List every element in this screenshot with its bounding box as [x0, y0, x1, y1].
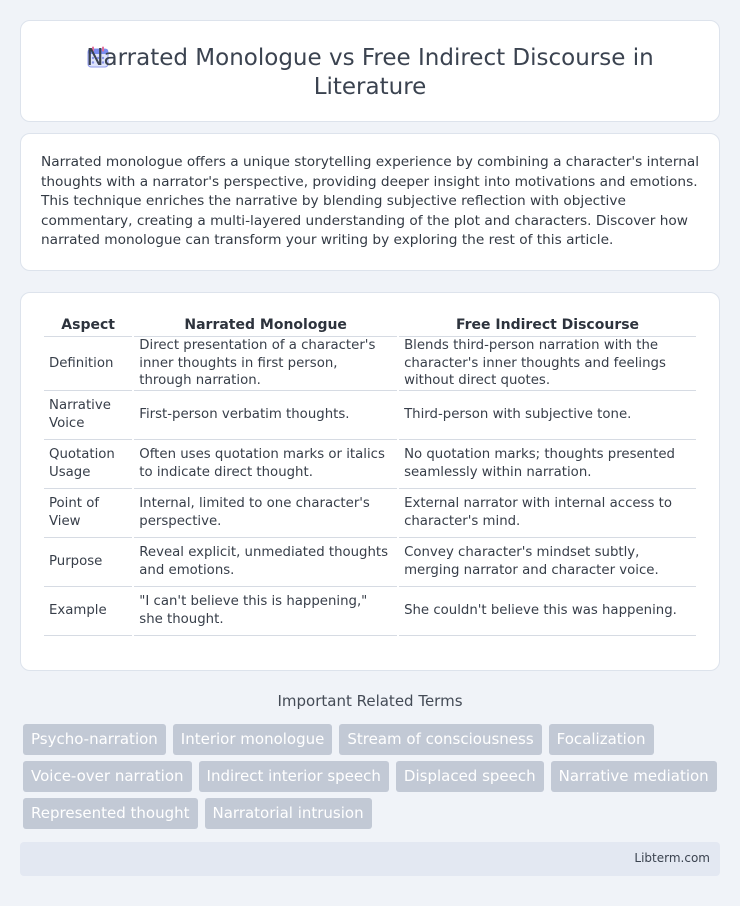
related-terms-list — [23, 724, 713, 835]
tag-stream-of-consciousness[interactable]: Stream of consciousness — [339, 724, 541, 755]
tag-displaced-speech[interactable]: Displaced speech — [396, 761, 544, 792]
cell-free-indirect-discourse: Third-person with subjective tone. — [399, 391, 696, 440]
page-title-line2: Literature — [313, 74, 427, 100]
table-row — [44, 489, 696, 538]
table-row — [44, 440, 696, 489]
comparison-table — [42, 315, 698, 636]
tag-row — [23, 724, 713, 755]
cell-narrated-monologue: Direct presentation of a character's inner thoughts in first person, through narration. — [134, 337, 397, 391]
cell-free-indirect-discourse: Convey character's mindset subtly, merging narrator and character voice. — [399, 538, 696, 587]
footer-site-link[interactable]: Libterm.com — [634, 851, 710, 865]
header-aspect: Aspect — [44, 315, 132, 337]
tag-represented-thought[interactable]: Represented thought — [23, 798, 198, 829]
cell-free-indirect-discourse: Blends third-person narration with the character's inner thoughts and feelings without direct quotes. — [399, 337, 696, 391]
cell-aspect: Definition — [44, 337, 132, 391]
tag-row — [23, 798, 713, 829]
tag-narratorial-intrusion[interactable]: Narratorial intrusion — [205, 798, 372, 829]
cell-narrated-monologue: "I can't believe this is happening," she thought. — [134, 587, 397, 636]
cell-narrated-monologue: Internal, limited to one character's perspective. — [134, 489, 397, 538]
tag-interior-monologue[interactable]: Interior monologue — [173, 724, 333, 755]
tag-psycho-narration[interactable]: Psycho-narration — [23, 724, 166, 755]
footer — [20, 842, 720, 876]
table-header-row — [44, 315, 696, 337]
cell-aspect: Point of View — [44, 489, 132, 538]
table-row — [44, 337, 696, 391]
header-card — [20, 20, 720, 122]
header-narrated-monologue: Narrated Monologue — [134, 315, 397, 337]
cell-aspect: Narrative Voice — [44, 391, 132, 440]
table-row — [44, 391, 696, 440]
cell-free-indirect-discourse: No quotation marks; thoughts presented seamlessly within narration. — [399, 440, 696, 489]
tag-row — [23, 761, 713, 792]
related-terms-title: Important Related Terms — [277, 692, 463, 710]
tag-narrative-mediation[interactable]: Narrative mediation — [551, 761, 717, 792]
header-free-indirect-discourse: Free Indirect Discourse — [399, 315, 696, 337]
tag-focalization[interactable]: Focalization — [549, 724, 654, 755]
cell-aspect: Purpose — [44, 538, 132, 587]
cell-free-indirect-discourse: She couldn't believe this was happening. — [399, 587, 696, 636]
table-row — [44, 587, 696, 636]
comparison-card — [20, 292, 720, 671]
intro-card — [20, 133, 720, 271]
intro-paragraph: Narrated monologue offers a unique storytelling experience by combining a character's internal thoughts with a narrator's perspective, providing deeper insight into motivations and emotions. This technique enriches the narrative by blending subjective reflection with objective commentary, creating a multi-layered understanding of the plot and characters. Discover how narrated monologue can transform your writing by exploring the rest of this article. — [41, 154, 700, 249]
tag-indirect-interior-speech[interactable]: Indirect interior speech — [199, 761, 389, 792]
cell-narrated-monologue: First-person verbatim thoughts. — [134, 391, 397, 440]
cell-aspect: Quotation Usage — [44, 440, 132, 489]
table-row — [44, 538, 696, 587]
cell-free-indirect-discourse: External narrator with internal access to character's mind. — [399, 489, 696, 538]
cell-aspect: Example — [44, 587, 132, 636]
page-title-line1: Narrated Monologue vs Free Indirect Discourse in — [86, 45, 654, 71]
page-title — [21, 44, 719, 102]
tag-voice-over-narration[interactable]: Voice-over narration — [23, 761, 192, 792]
cell-narrated-monologue: Reveal explicit, unmediated thoughts and emotions. — [134, 538, 397, 587]
cell-narrated-monologue: Often uses quotation marks or italics to indicate direct thought. — [134, 440, 397, 489]
